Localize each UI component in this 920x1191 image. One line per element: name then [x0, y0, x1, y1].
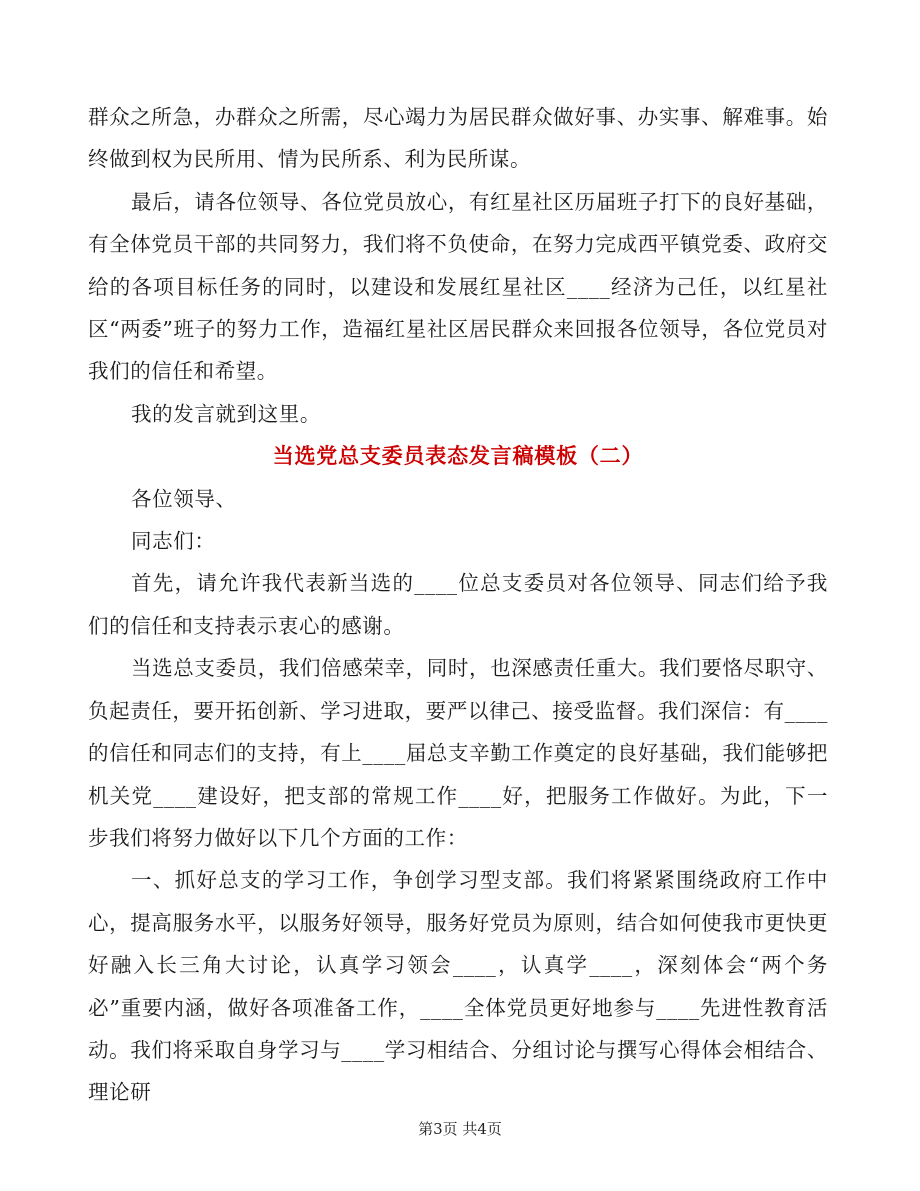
salutation-leaders: 各位领导、 [131, 486, 237, 511]
paragraph-thanks: 首先，请允许我代表新当选的____位总支委员对各位领导、同志们给予我们的信任和支持表示衷心的感谢。 [88, 571, 828, 638]
page-number: 第3页 共4页 [418, 1120, 502, 1138]
paragraph-responsibility: 当选总支委员，我们倍感荣幸，同时，也深感责任重大。我们要恪尽职守、负起责任，要开拓创新、学习进取，要严以律己、接受监督。我们深信：有____的信任和同志们的支持，有上____届总支辛勤工作奠定的良好基础，我们能够把机关党____建设好，把支部的常规工作____好，把服务工作做好。为此，下一步我们将努力做好以下几个方面的工作： [88, 656, 828, 850]
paragraph-continuation: 群众之所急，办群众之所需，尽心竭力为居民群众做好事、办实事、解难事。始终做到权为民所用、情为民所系、利为民所谋。 [88, 105, 828, 172]
salutation-comrades: 同志们： [131, 529, 216, 554]
paragraph-closing: 最后，请各位领导、各位党员放心，有红星社区历届班子打下的良好基础，有全体党员干部的共同努力，我们将不负使命，在努力完成西平镇党委、政府交给的各项目标任务的同时，以建设和发展红星社区____经济为己任，以红星社区“两委”班子的努力工作，造福红星社区居民群众来回报各位领导，各位党员对我们的信任和希望。 [88, 189, 828, 384]
section-title: 当选党总支委员表态发言稿模板（二） [272, 443, 644, 469]
paragraph-study-work: 一、抓好总支的学习工作，争创学习型支部。我们将紧紧围绕政府工作中心，提高服务水平，以服务好领导，服务好党员为原则，结合如何使我市更快更好融入长三角大讨论，认真学习领会____，认真学____，深刻体会“两个务必”重要内涵，做好各项准备工作，____全体党员更好地参与____先进性教育活动。我们将采取自身学习与____学习相结合、分组讨论与撰写心得体会相结合、理论研 [88, 868, 828, 1105]
document-body [88, 96, 828, 1114]
paragraph-end-remark: 我的发言就到这里。 [131, 401, 321, 426]
